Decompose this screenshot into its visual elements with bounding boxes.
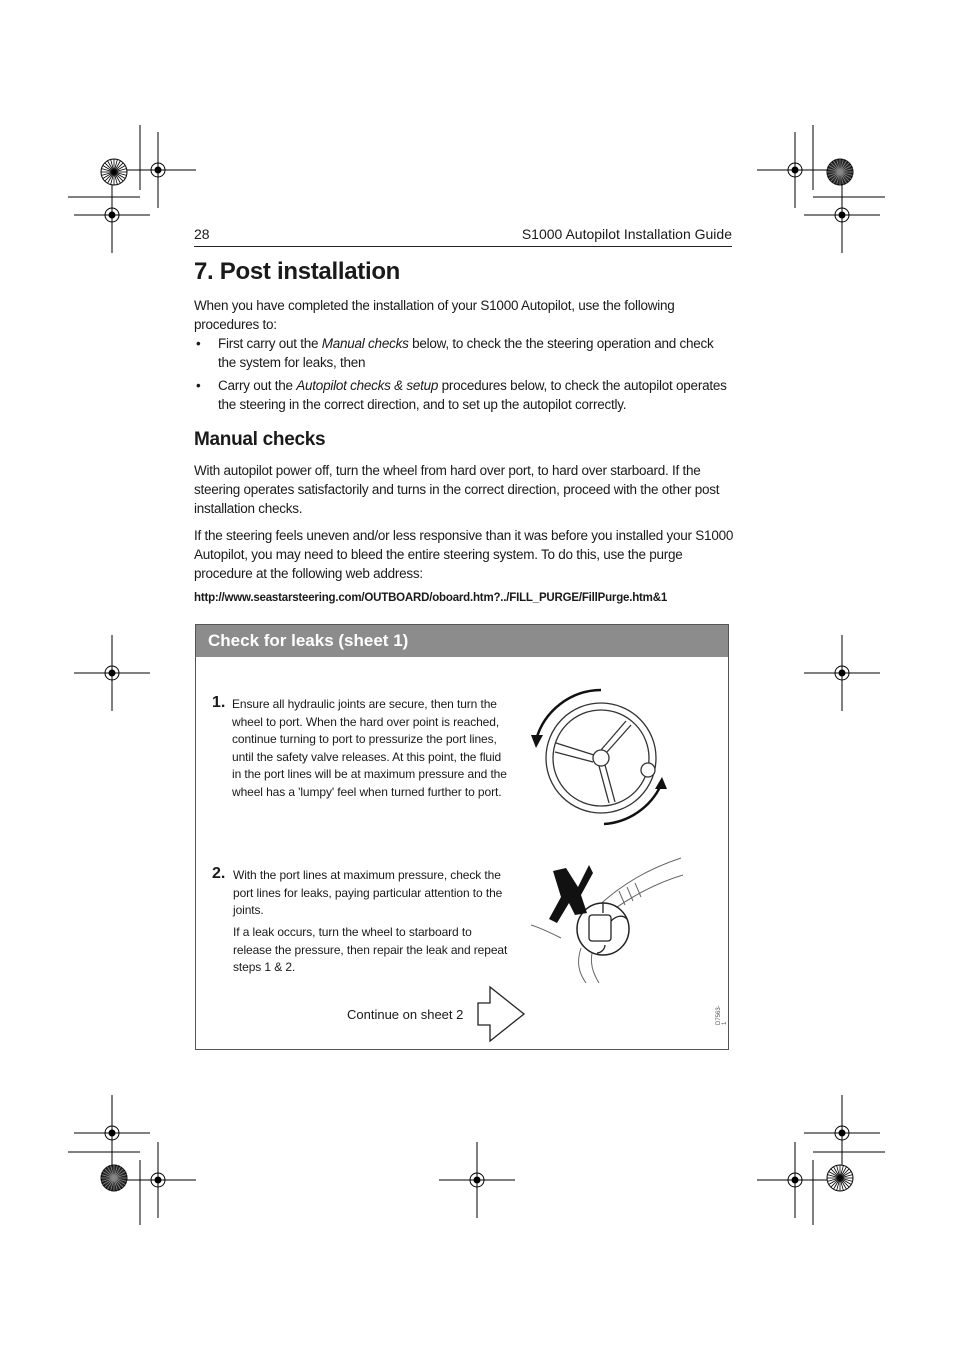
leak-check-panel <box>195 624 729 1050</box>
steering-wheel-icon <box>531 685 681 830</box>
bullet-symbol: • <box>196 378 201 393</box>
bullet-symbol: • <box>196 336 201 351</box>
page-header <box>194 226 732 247</box>
manual-checks-heading: Manual checks <box>194 429 326 450</box>
step-1-number: 1. <box>212 694 226 711</box>
purge-url[interactable]: http://www.seastarsteering.com/OUTBOARD/oboard.htm?../FILL_PURGE/FillPurge.htm&1 <box>194 592 668 604</box>
page-number: 28 <box>194 226 210 242</box>
arrow-right-icon <box>476 985 528 1043</box>
step-2-text-b: If a leak occurs, turn the wheel to starboard to release the pressure, then repair the leak and repeat steps 1 & 2. <box>233 925 508 975</box>
leak-joint-icon <box>531 853 691 988</box>
section-title: 7. Post installation <box>194 258 401 285</box>
intro-paragraph: When you have completed the installation of your S1000 Autopilot, use the following procedures to: <box>194 298 675 332</box>
figure-code: D7563-1 <box>716 1005 728 1025</box>
document-title: S1000 Autopilot Installation Guide <box>521 226 732 242</box>
step-2-number: 2. <box>212 865 226 882</box>
leak-check-title: Check for leaks (sheet 1) <box>196 625 728 657</box>
continue-label: Continue on sheet 2 <box>347 1007 464 1022</box>
step-2-text-a: With the port lines at maximum pressure, check the port lines for leaks, paying particular attention to the joints. <box>233 868 503 918</box>
manual-checks-paragraph-2: If the steering feels uneven and/or less responsive than it was before you installed your S1000 Autopilot, you may need to bleed the entire steering system. To do this, use the purge procedure at the following web address: <box>194 528 734 581</box>
manual-checks-paragraph-1: With autopilot power off, turn the wheel from hard over port, to hard over starboard. If the steering operates satisfactorily and turns in the correct direction, proceed with the other post installation checks. <box>194 463 720 516</box>
autopilot-checks-link: Autopilot checks & setup <box>296 378 439 393</box>
step-1-text: Ensure all hydraulic joints are secure, then turn the wheel to port. When the hard over point is reached, continue turning to port to pressurize the port lines, until the safety valve releases. At this point, the fluid in the port lines will be at maximum pressure and the wheel has a 'lumpy' feel when turned further to port. <box>232 697 507 799</box>
manual-checks-link: Manual checks <box>321 336 409 351</box>
